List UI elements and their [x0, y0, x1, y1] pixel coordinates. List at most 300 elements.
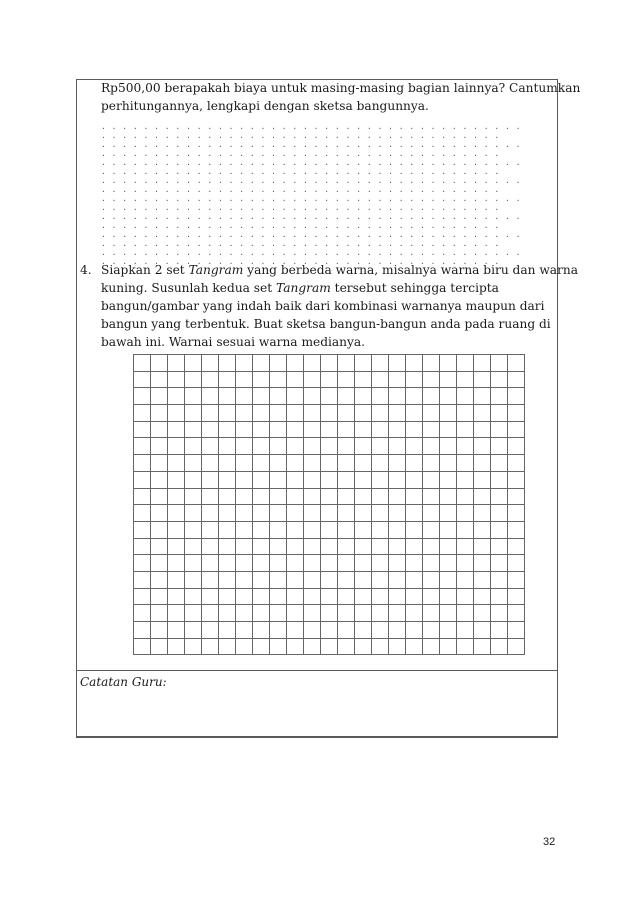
grid-cell[interactable]: [389, 505, 406, 522]
grid-cell[interactable]: [321, 622, 338, 639]
grid-cell[interactable]: [372, 589, 389, 606]
grid-cell[interactable]: [389, 539, 406, 556]
grid-cell[interactable]: [321, 555, 338, 572]
grid-cell[interactable]: [151, 422, 168, 439]
grid-cell[interactable]: [474, 639, 491, 656]
grid-cell[interactable]: [338, 405, 355, 422]
grid-cell[interactable]: [406, 522, 423, 539]
grid-cell[interactable]: [389, 555, 406, 572]
grid-cell[interactable]: [338, 388, 355, 405]
grid-cell[interactable]: [372, 422, 389, 439]
grid-cell[interactable]: [236, 589, 253, 606]
grid-cell[interactable]: [253, 388, 270, 405]
grid-cell[interactable]: [474, 489, 491, 506]
grid-cell[interactable]: [304, 438, 321, 455]
grid-cell[interactable]: [236, 455, 253, 472]
grid-cell[interactable]: [355, 639, 372, 656]
grid-cell[interactable]: [202, 555, 219, 572]
grid-cell[interactable]: [134, 372, 151, 389]
grid-cell[interactable]: [219, 438, 236, 455]
grid-cell[interactable]: [151, 355, 168, 372]
grid-cell[interactable]: [372, 639, 389, 656]
grid-cell[interactable]: [151, 589, 168, 606]
grid-cell[interactable]: [406, 388, 423, 405]
grid-cell[interactable]: [491, 455, 508, 472]
grid-cell[interactable]: [423, 605, 440, 622]
grid-cell[interactable]: [253, 455, 270, 472]
grid-cell[interactable]: [202, 422, 219, 439]
grid-cell[interactable]: [134, 455, 151, 472]
grid-cell[interactable]: [406, 455, 423, 472]
grid-cell[interactable]: [372, 572, 389, 589]
grid-cell[interactable]: [508, 622, 525, 639]
grid-cell[interactable]: [185, 505, 202, 522]
grid-cell[interactable]: [168, 489, 185, 506]
grid-cell[interactable]: [321, 505, 338, 522]
grid-cell[interactable]: [423, 405, 440, 422]
grid-cell[interactable]: [151, 372, 168, 389]
grid-cell[interactable]: [491, 555, 508, 572]
grid-cell[interactable]: [508, 555, 525, 572]
grid-cell[interactable]: [236, 489, 253, 506]
grid-cell[interactable]: [491, 422, 508, 439]
grid-cell[interactable]: [168, 522, 185, 539]
grid-cell[interactable]: [440, 355, 457, 372]
grid-cell[interactable]: [219, 455, 236, 472]
grid-cell[interactable]: [236, 605, 253, 622]
grid-cell[interactable]: [338, 372, 355, 389]
grid-cell[interactable]: [202, 405, 219, 422]
grid-cell[interactable]: [355, 489, 372, 506]
grid-cell[interactable]: [457, 472, 474, 489]
grid-cell[interactable]: [457, 372, 474, 389]
grid-cell[interactable]: [491, 522, 508, 539]
grid-cell[interactable]: [389, 639, 406, 656]
grid-cell[interactable]: [338, 555, 355, 572]
grid-cell[interactable]: [508, 589, 525, 606]
grid-cell[interactable]: [168, 388, 185, 405]
grid-cell[interactable]: [287, 522, 304, 539]
grid-cell[interactable]: [457, 572, 474, 589]
grid-cell[interactable]: [491, 572, 508, 589]
grid-cell[interactable]: [355, 422, 372, 439]
grid-cell[interactable]: [202, 639, 219, 656]
grid-cell[interactable]: [287, 388, 304, 405]
grid-cell[interactable]: [355, 539, 372, 556]
grid-cell[interactable]: [440, 405, 457, 422]
grid-cell[interactable]: [202, 372, 219, 389]
grid-cell[interactable]: [406, 438, 423, 455]
grid-cell[interactable]: [270, 472, 287, 489]
grid-cell[interactable]: [338, 455, 355, 472]
grid-cell[interactable]: [168, 639, 185, 656]
grid-cell[interactable]: [508, 489, 525, 506]
grid-cell[interactable]: [491, 405, 508, 422]
grid-cell[interactable]: [151, 555, 168, 572]
grid-cell[interactable]: [134, 522, 151, 539]
answer-line[interactable]: . . . . . . . . . . . . . . . . . . . . . . . . . . . . . . . . . . . . . . . . . . . . . . . . . . . . . . . . . . . . . . . . . . . . . . . . . . . . . .: [101, 122, 521, 140]
grid-cell[interactable]: [219, 622, 236, 639]
grid-cell[interactable]: [389, 522, 406, 539]
grid-cell[interactable]: [321, 388, 338, 405]
grid-cell[interactable]: [321, 405, 338, 422]
grid-cell[interactable]: [219, 355, 236, 372]
grid-cell[interactable]: [270, 422, 287, 439]
grid-cell[interactable]: [253, 622, 270, 639]
grid-cell[interactable]: [491, 639, 508, 656]
grid-cell[interactable]: [372, 555, 389, 572]
grid-cell[interactable]: [287, 455, 304, 472]
grid-cell[interactable]: [389, 622, 406, 639]
grid-cell[interactable]: [474, 622, 491, 639]
grid-cell[interactable]: [287, 622, 304, 639]
grid-cell[interactable]: [185, 639, 202, 656]
grid-cell[interactable]: [287, 438, 304, 455]
grid-cell[interactable]: [457, 622, 474, 639]
grid-cell[interactable]: [423, 639, 440, 656]
grid-cell[interactable]: [321, 639, 338, 656]
grid-cell[interactable]: [151, 438, 168, 455]
grid-cell[interactable]: [440, 572, 457, 589]
grid-cell[interactable]: [406, 605, 423, 622]
grid-cell[interactable]: [253, 422, 270, 439]
grid-cell[interactable]: [202, 572, 219, 589]
grid-cell[interactable]: [270, 355, 287, 372]
grid-cell[interactable]: [168, 589, 185, 606]
grid-cell[interactable]: [151, 505, 168, 522]
grid-cell[interactable]: [389, 405, 406, 422]
grid-cell[interactable]: [440, 555, 457, 572]
grid-cell[interactable]: [406, 539, 423, 556]
grid-cell[interactable]: [423, 589, 440, 606]
grid-cell[interactable]: [389, 422, 406, 439]
grid-cell[interactable]: [321, 422, 338, 439]
grid-cell[interactable]: [134, 472, 151, 489]
grid-cell[interactable]: [338, 572, 355, 589]
grid-cell[interactable]: [134, 639, 151, 656]
grid-cell[interactable]: [253, 489, 270, 506]
grid-cell[interactable]: [440, 539, 457, 556]
grid-cell[interactable]: [474, 405, 491, 422]
grid-cell[interactable]: [355, 572, 372, 589]
grid-cell[interactable]: [134, 355, 151, 372]
grid-cell[interactable]: [406, 589, 423, 606]
grid-cell[interactable]: [355, 455, 372, 472]
grid-cell[interactable]: [406, 505, 423, 522]
grid-cell[interactable]: [474, 522, 491, 539]
grid-cell[interactable]: [168, 539, 185, 556]
grid-cell[interactable]: [219, 522, 236, 539]
grid-cell[interactable]: [202, 605, 219, 622]
grid-cell[interactable]: [321, 489, 338, 506]
grid-cell[interactable]: [185, 405, 202, 422]
grid-cell[interactable]: [270, 505, 287, 522]
grid-cell[interactable]: [457, 405, 474, 422]
grid-cell[interactable]: [440, 422, 457, 439]
grid-cell[interactable]: [287, 605, 304, 622]
grid-cell[interactable]: [406, 572, 423, 589]
grid-cell[interactable]: [389, 455, 406, 472]
grid-cell[interactable]: [423, 572, 440, 589]
grid-cell[interactable]: [236, 555, 253, 572]
grid-cell[interactable]: [236, 505, 253, 522]
grid-cell[interactable]: [474, 605, 491, 622]
grid-cell[interactable]: [270, 622, 287, 639]
grid-cell[interactable]: [338, 489, 355, 506]
grid-cell[interactable]: [474, 555, 491, 572]
grid-cell[interactable]: [474, 539, 491, 556]
grid-cell[interactable]: [423, 539, 440, 556]
grid-cell[interactable]: [134, 572, 151, 589]
grid-cell[interactable]: [321, 455, 338, 472]
grid-cell[interactable]: [491, 355, 508, 372]
grid-cell[interactable]: [474, 422, 491, 439]
answer-line[interactable]: . . . . . . . . . . . . . . . . . . . . . . . . . . . . . . . . . . . . . . . . . . . . . . . . . . . . . . . . . . . . . . . . . . . . . . . . . . . . . .: [101, 176, 521, 194]
grid-cell[interactable]: [440, 605, 457, 622]
grid-cell[interactable]: [406, 622, 423, 639]
grid-cell[interactable]: [338, 589, 355, 606]
grid-cell[interactable]: [508, 438, 525, 455]
grid-cell[interactable]: [423, 355, 440, 372]
grid-cell[interactable]: [270, 455, 287, 472]
grid-cell[interactable]: [508, 455, 525, 472]
grid-cell[interactable]: [406, 555, 423, 572]
grid-cell[interactable]: [270, 388, 287, 405]
grid-cell[interactable]: [253, 589, 270, 606]
grid-cell[interactable]: [202, 589, 219, 606]
grid-cell[interactable]: [338, 522, 355, 539]
grid-cell[interactable]: [457, 605, 474, 622]
grid-cell[interactable]: [440, 505, 457, 522]
grid-cell[interactable]: [236, 355, 253, 372]
grid-cell[interactable]: [219, 422, 236, 439]
grid-cell[interactable]: [287, 555, 304, 572]
grid-cell[interactable]: [287, 572, 304, 589]
grid-cell[interactable]: [253, 355, 270, 372]
grid-cell[interactable]: [491, 472, 508, 489]
grid-cell[interactable]: [185, 572, 202, 589]
grid-cell[interactable]: [304, 405, 321, 422]
grid-cell[interactable]: [508, 505, 525, 522]
grid-cell[interactable]: [321, 605, 338, 622]
grid-cell[interactable]: [134, 422, 151, 439]
grid-cell[interactable]: [219, 639, 236, 656]
grid-cell[interactable]: [406, 489, 423, 506]
grid-cell[interactable]: [253, 555, 270, 572]
grid-cell[interactable]: [134, 622, 151, 639]
grid-cell[interactable]: [474, 589, 491, 606]
grid-cell[interactable]: [304, 539, 321, 556]
grid-cell[interactable]: [372, 605, 389, 622]
grid-cell[interactable]: [474, 355, 491, 372]
grid-cell[interactable]: [202, 388, 219, 405]
grid-cell[interactable]: [304, 388, 321, 405]
grid-cell[interactable]: [423, 422, 440, 439]
answer-line[interactable]: . . . . . . . . . . . . . . . . . . . . . . . . . . . . . . . . . . . . . . . . . . . . . . . . . . . . . . . . . . . . . . . . . . . . . . . . . . . . . .: [101, 212, 521, 230]
grid-cell[interactable]: [253, 405, 270, 422]
grid-cell[interactable]: [423, 388, 440, 405]
grid-cell[interactable]: [474, 388, 491, 405]
grid-cell[interactable]: [406, 405, 423, 422]
grid-cell[interactable]: [372, 438, 389, 455]
grid-cell[interactable]: [236, 422, 253, 439]
grid-cell[interactable]: [491, 622, 508, 639]
grid-cell[interactable]: [185, 622, 202, 639]
grid-cell[interactable]: [134, 505, 151, 522]
grid-cell[interactable]: [457, 422, 474, 439]
answer-line[interactable]: . . . . . . . . . . . . . . . . . . . . . . . . . . . . . . . . . . . . . . . . . . . . . . . . . . . . . . . . . . . . . . . . . . . . . . . . . . . . . .: [101, 248, 521, 266]
grid-cell[interactable]: [219, 605, 236, 622]
grid-cell[interactable]: [355, 589, 372, 606]
grid-cell[interactable]: [304, 472, 321, 489]
grid-cell[interactable]: [474, 505, 491, 522]
grid-cell[interactable]: [389, 438, 406, 455]
grid-cell[interactable]: [440, 622, 457, 639]
grid-cell[interactable]: [457, 539, 474, 556]
grid-cell[interactable]: [508, 539, 525, 556]
grid-cell[interactable]: [406, 639, 423, 656]
grid-cell[interactable]: [202, 438, 219, 455]
grid-cell[interactable]: [491, 605, 508, 622]
grid-cell[interactable]: [508, 522, 525, 539]
grid-cell[interactable]: [236, 639, 253, 656]
grid-cell[interactable]: [389, 372, 406, 389]
grid-cell[interactable]: [185, 555, 202, 572]
grid-cell[interactable]: [508, 355, 525, 372]
grid-cell[interactable]: [202, 355, 219, 372]
grid-cell[interactable]: [321, 589, 338, 606]
grid-cell[interactable]: [168, 472, 185, 489]
grid-cell[interactable]: [321, 539, 338, 556]
grid-cell[interactable]: [202, 622, 219, 639]
grid-cell[interactable]: [457, 505, 474, 522]
grid-cell[interactable]: [338, 605, 355, 622]
sketch-grid[interactable]: [133, 354, 525, 655]
grid-cell[interactable]: [440, 522, 457, 539]
grid-cell[interactable]: [321, 522, 338, 539]
grid-cell[interactable]: [508, 472, 525, 489]
grid-cell[interactable]: [440, 489, 457, 506]
grid-cell[interactable]: [338, 355, 355, 372]
grid-cell[interactable]: [321, 472, 338, 489]
grid-cell[interactable]: [202, 539, 219, 556]
grid-cell[interactable]: [338, 639, 355, 656]
grid-cell[interactable]: [304, 572, 321, 589]
grid-cell[interactable]: [304, 505, 321, 522]
grid-cell[interactable]: [440, 639, 457, 656]
grid-cell[interactable]: [270, 605, 287, 622]
grid-cell[interactable]: [338, 438, 355, 455]
grid-cell[interactable]: [253, 639, 270, 656]
grid-cell[interactable]: [304, 372, 321, 389]
grid-cell[interactable]: [372, 355, 389, 372]
grid-cell[interactable]: [236, 539, 253, 556]
grid-cell[interactable]: [321, 572, 338, 589]
grid-cell[interactable]: [253, 438, 270, 455]
grid-cell[interactable]: [168, 422, 185, 439]
grid-cell[interactable]: [304, 555, 321, 572]
grid-cell[interactable]: [151, 405, 168, 422]
grid-cell[interactable]: [355, 555, 372, 572]
grid-cell[interactable]: [355, 472, 372, 489]
grid-cell[interactable]: [440, 438, 457, 455]
grid-cell[interactable]: [270, 438, 287, 455]
grid-cell[interactable]: [389, 388, 406, 405]
grid-cell[interactable]: [219, 539, 236, 556]
grid-cell[interactable]: [474, 455, 491, 472]
grid-cell[interactable]: [185, 605, 202, 622]
grid-cell[interactable]: [185, 355, 202, 372]
grid-cell[interactable]: [168, 355, 185, 372]
grid-cell[interactable]: [508, 422, 525, 439]
grid-cell[interactable]: [270, 489, 287, 506]
grid-cell[interactable]: [440, 455, 457, 472]
grid-cell[interactable]: [355, 605, 372, 622]
grid-cell[interactable]: [134, 589, 151, 606]
grid-cell[interactable]: [151, 489, 168, 506]
grid-cell[interactable]: [236, 372, 253, 389]
grid-cell[interactable]: [253, 472, 270, 489]
grid-cell[interactable]: [474, 438, 491, 455]
grid-cell[interactable]: [236, 405, 253, 422]
grid-cell[interactable]: [185, 438, 202, 455]
grid-cell[interactable]: [253, 372, 270, 389]
grid-cell[interactable]: [287, 422, 304, 439]
grid-cell[interactable]: [440, 388, 457, 405]
grid-cell[interactable]: [236, 522, 253, 539]
grid-cell[interactable]: [372, 539, 389, 556]
grid-cell[interactable]: [270, 372, 287, 389]
grid-cell[interactable]: [287, 489, 304, 506]
grid-cell[interactable]: [423, 622, 440, 639]
grid-cell[interactable]: [491, 372, 508, 389]
grid-cell[interactable]: [474, 372, 491, 389]
grid-cell[interactable]: [406, 422, 423, 439]
grid-cell[interactable]: [287, 355, 304, 372]
grid-cell[interactable]: [457, 589, 474, 606]
grid-cell[interactable]: [355, 388, 372, 405]
grid-cell[interactable]: [236, 388, 253, 405]
grid-cell[interactable]: [304, 605, 321, 622]
grid-cell[interactable]: [151, 455, 168, 472]
grid-cell[interactable]: [253, 605, 270, 622]
grid-cell[interactable]: [440, 589, 457, 606]
grid-cell[interactable]: [338, 505, 355, 522]
grid-cell[interactable]: [355, 405, 372, 422]
grid-cell[interactable]: [185, 388, 202, 405]
grid-cell[interactable]: [321, 355, 338, 372]
grid-cell[interactable]: [168, 605, 185, 622]
grid-cell[interactable]: [355, 522, 372, 539]
grid-cell[interactable]: [423, 472, 440, 489]
grid-cell[interactable]: [372, 505, 389, 522]
grid-cell[interactable]: [168, 455, 185, 472]
grid-cell[interactable]: [270, 405, 287, 422]
grid-cell[interactable]: [355, 505, 372, 522]
grid-cell[interactable]: [389, 489, 406, 506]
grid-cell[interactable]: [134, 539, 151, 556]
grid-cell[interactable]: [134, 438, 151, 455]
grid-cell[interactable]: [457, 355, 474, 372]
grid-cell[interactable]: [185, 589, 202, 606]
grid-cell[interactable]: [185, 539, 202, 556]
grid-cell[interactable]: [202, 489, 219, 506]
grid-cell[interactable]: [372, 622, 389, 639]
grid-cell[interactable]: [185, 489, 202, 506]
grid-cell[interactable]: [423, 522, 440, 539]
grid-cell[interactable]: [406, 472, 423, 489]
grid-cell[interactable]: [236, 472, 253, 489]
